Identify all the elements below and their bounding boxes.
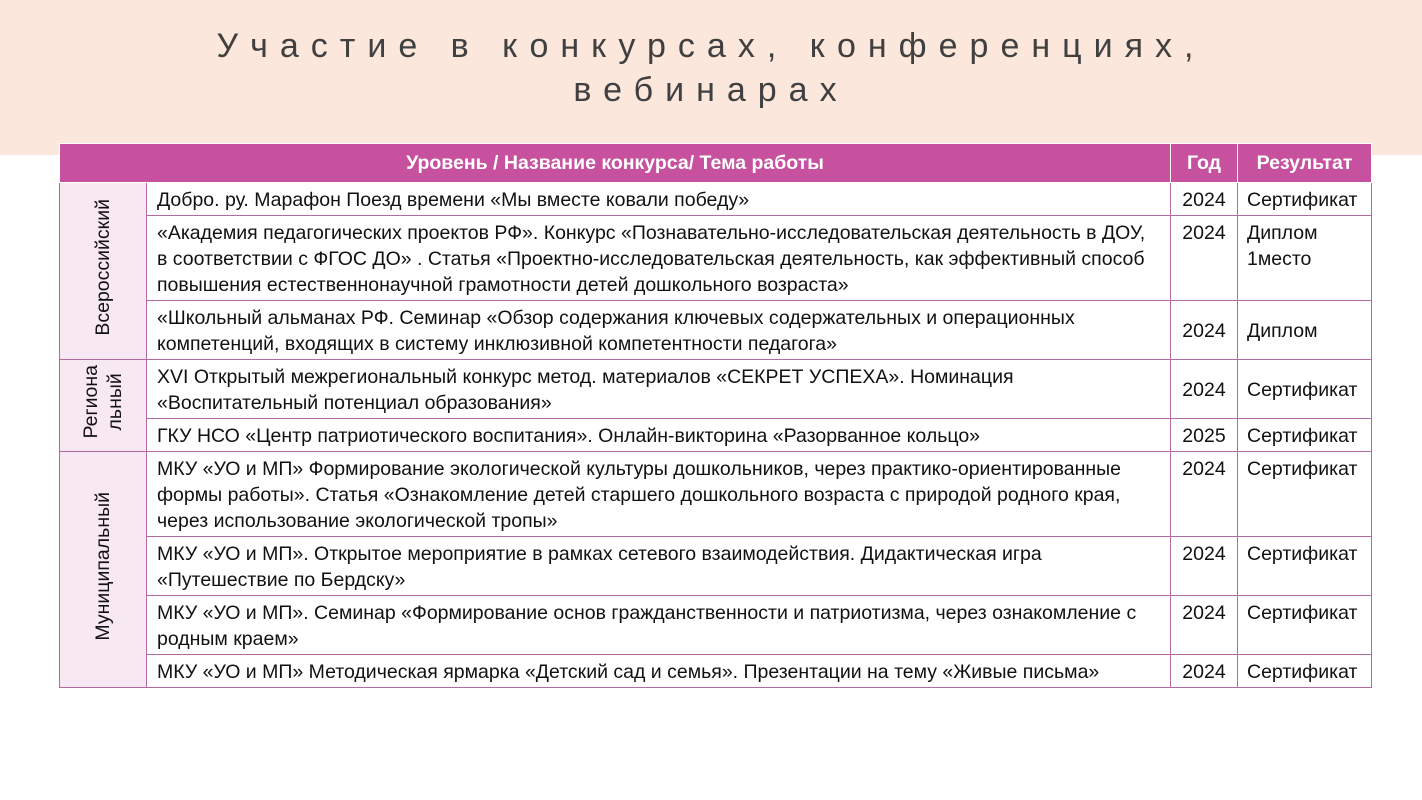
year-cell: 2024 — [1171, 360, 1238, 419]
table-row — [60, 216, 1372, 301]
slide-title-line-1: Участие в конкурсах, конференциях, — [216, 27, 1206, 65]
result-cell: Сертификат — [1238, 596, 1372, 655]
level-cell-municipal — [60, 452, 147, 688]
table-row — [60, 655, 1372, 688]
result-cell: Сертификат — [1238, 419, 1372, 452]
header-year: Год — [1171, 144, 1238, 183]
result-cell: Сертификат — [1238, 655, 1372, 688]
contests-table-container — [59, 143, 1371, 688]
contest-name-cell: Добро. ру. Марафон Поезд времени «Мы вместе ковали победу» — [147, 183, 1171, 216]
contests-table — [59, 143, 1372, 688]
year-cell: 2024 — [1171, 216, 1238, 301]
table-row — [60, 537, 1372, 596]
year-cell: 2024 — [1171, 537, 1238, 596]
table-row — [60, 452, 1372, 537]
contest-name-cell: МКУ «УО и МП». Семинар «Формирование основ гражданственности и патриотизма, через ознакомление с родным краем» — [147, 596, 1171, 655]
level-cell-regional — [60, 360, 147, 452]
contest-name-cell: «Академия педагогических проектов РФ». Конкурс «Познавательно-исследовательская деятельность в ДОУ, в соответствии с ФГОС ДО» . Статья «Проектно-исследовательская деятельность, как эффективный способ повышения естественнонаучной грамотности детей дошкольного возраста» — [147, 216, 1171, 301]
year-cell: 2024 — [1171, 301, 1238, 360]
result-cell: Сертификат — [1238, 537, 1372, 596]
contest-name-cell: XVI Открытый межрегиональный конкурс метод. материалов «СЕКРЕТ УСПЕХА». Номинация «Воспитательный потенциал образования» — [147, 360, 1171, 419]
slide-title-line-2: вебинарах — [573, 71, 849, 109]
year-cell: 2024 — [1171, 452, 1238, 537]
table-header-row — [60, 144, 1372, 183]
level-label: Всероссийский — [92, 199, 114, 336]
header-result: Результат — [1238, 144, 1372, 183]
year-cell: 2024 — [1171, 596, 1238, 655]
result-cell: Сертификат — [1238, 360, 1372, 419]
table-row — [60, 183, 1372, 216]
result-cell: Диплом — [1238, 301, 1372, 360]
table-row — [60, 596, 1372, 655]
table-row — [60, 301, 1372, 360]
level-label: Муниципальный — [92, 491, 114, 641]
header-name: Уровень / Название конкурса/ Тема работы — [60, 144, 1171, 183]
contest-name-cell: МКУ «УО и МП». Открытое мероприятие в рамках сетевого взаимодействия. Дидактическая игра «Путешествие по Бердску» — [147, 537, 1171, 596]
slide-title — [0, 24, 1422, 112]
result-cell: Сертификат — [1238, 452, 1372, 537]
year-cell: 2024 — [1171, 655, 1238, 688]
result-cell: Сертификат — [1238, 183, 1372, 216]
level-label: Региона льный — [80, 365, 126, 439]
contest-name-cell: ГКУ НСО «Центр патриотического воспитания». Онлайн-викторина «Разорванное кольцо» — [147, 419, 1171, 452]
contest-name-cell: МКУ «УО и МП» Методическая ярмарка «Детский сад и семья». Презентации на тему «Живые письма» — [147, 655, 1171, 688]
result-cell: Диплом 1место — [1238, 216, 1372, 301]
year-cell: 2025 — [1171, 419, 1238, 452]
contest-name-cell: «Школьный альманах РФ. Семинар «Обзор содержания ключевых содержательных и операционных компетенций, входящих в систему инклюзивной компетентности педагога» — [147, 301, 1171, 360]
level-cell-all-russian — [60, 183, 147, 360]
table-row — [60, 360, 1372, 419]
year-cell: 2024 — [1171, 183, 1238, 216]
contest-name-cell: МКУ «УО и МП» Формирование экологической культуры дошкольников, через практико-ориентированные формы работы». Статья «Ознакомление детей старшего дошкольного возраста с природой родного края, через использование экологической тропы» — [147, 452, 1171, 537]
table-row — [60, 419, 1372, 452]
